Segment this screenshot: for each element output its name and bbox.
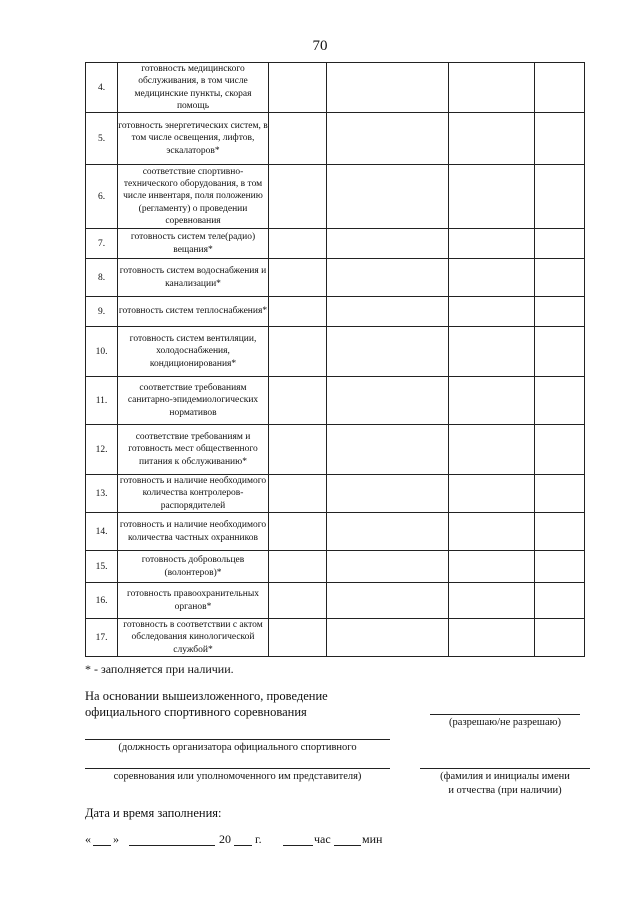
date-time-title: Дата и время заполнения: — [85, 806, 222, 820]
blank-cell[interactable] — [449, 377, 535, 425]
blank-cell[interactable] — [535, 513, 585, 551]
name-caption-1: (фамилия и инициалы имени — [440, 771, 570, 782]
blank-cell[interactable] — [535, 229, 585, 259]
position-line[interactable] — [85, 739, 390, 740]
date-time-row — [85, 832, 505, 852]
row-criterion: готовность и наличие необходимого количества частных охранников — [118, 513, 269, 551]
blank-cell[interactable] — [327, 165, 449, 229]
row-criterion: готовность в соответствии с актом обследования кинологической службой* — [118, 619, 269, 657]
blank-cell[interactable] — [327, 229, 449, 259]
blank-cell[interactable] — [327, 583, 449, 619]
row-number: 4. — [86, 63, 118, 113]
readiness-checklist-table — [85, 62, 585, 657]
blank-cell[interactable] — [449, 551, 535, 583]
blank-cell[interactable] — [449, 259, 535, 297]
year-suffix: г. — [255, 832, 262, 846]
permit-signature-line[interactable] — [430, 714, 580, 715]
blank-cell[interactable] — [449, 63, 535, 113]
blank-cell[interactable] — [449, 165, 535, 229]
blank-cell[interactable] — [449, 327, 535, 377]
table-row — [86, 229, 585, 259]
row-number: 10. — [86, 327, 118, 377]
blank-cell[interactable] — [327, 327, 449, 377]
blank-cell[interactable] — [269, 259, 327, 297]
row-number: 14. — [86, 513, 118, 551]
blank-cell[interactable] — [535, 425, 585, 475]
permit-caption: (разрешаю/не разрешаю) — [449, 717, 561, 728]
row-criterion: готовность систем водоснабжения и канализации* — [118, 259, 269, 297]
blank-cell[interactable] — [269, 229, 327, 259]
blank-cell[interactable] — [535, 619, 585, 657]
basis-line-1: На основании вышеизложенного, проведение — [85, 689, 328, 703]
minutes-label: мин — [362, 832, 383, 846]
blank-cell[interactable] — [535, 165, 585, 229]
table-row — [86, 583, 585, 619]
row-criterion: готовность медицинского обслуживания, в том числе медицинские пункты, скорая помощь — [118, 63, 269, 113]
blank-cell[interactable] — [269, 297, 327, 327]
blank-cell[interactable] — [269, 475, 327, 513]
blank-cell[interactable] — [327, 259, 449, 297]
open-quote: « — [85, 832, 91, 846]
basis-line-2: официального спортивного соревнования — [85, 705, 307, 719]
blank-cell[interactable] — [327, 297, 449, 327]
blank-cell[interactable] — [327, 475, 449, 513]
blank-cell[interactable] — [449, 583, 535, 619]
basis-statement — [85, 688, 328, 720]
blank-cell[interactable] — [327, 63, 449, 113]
row-number: 11. — [86, 377, 118, 425]
blank-cell[interactable] — [269, 425, 327, 475]
blank-cell[interactable] — [535, 377, 585, 425]
blank-cell[interactable] — [535, 583, 585, 619]
hours-label: час — [314, 832, 331, 846]
blank-cell[interactable] — [327, 619, 449, 657]
row-number: 12. — [86, 425, 118, 475]
day-field[interactable] — [93, 832, 111, 846]
name-caption — [420, 770, 590, 798]
blank-cell[interactable] — [269, 513, 327, 551]
blank-cell[interactable] — [535, 259, 585, 297]
row-criterion: соответствие спортивно-технического оборудования, в том числе инвентаря, поля положению (регламенту) о проведении соревнования — [118, 165, 269, 229]
blank-cell[interactable] — [327, 425, 449, 475]
blank-cell[interactable] — [449, 619, 535, 657]
year-field[interactable] — [234, 832, 252, 846]
table-row — [86, 63, 585, 113]
row-criterion: соответствие требованиям и готовность мест общественного питания к обслуживанию* — [118, 425, 269, 475]
table-row — [86, 377, 585, 425]
blank-cell[interactable] — [449, 425, 535, 475]
blank-cell[interactable] — [269, 113, 327, 165]
row-criterion: соответствие требованиям санитарно-эпидемиологических нормативов — [118, 377, 269, 425]
blank-cell[interactable] — [535, 63, 585, 113]
table-row — [86, 113, 585, 165]
table-row — [86, 475, 585, 513]
minutes-field[interactable] — [334, 832, 361, 846]
blank-cell[interactable] — [327, 113, 449, 165]
month-field[interactable] — [129, 832, 215, 846]
blank-cell[interactable] — [269, 551, 327, 583]
blank-cell[interactable] — [327, 513, 449, 551]
blank-cell[interactable] — [535, 297, 585, 327]
row-criterion: готовность добровольцев (волонтеров)* — [118, 551, 269, 583]
table-row — [86, 513, 585, 551]
blank-cell[interactable] — [535, 475, 585, 513]
row-number: 15. — [86, 551, 118, 583]
blank-cell[interactable] — [449, 297, 535, 327]
blank-cell[interactable] — [269, 583, 327, 619]
close-quote: » — [113, 832, 119, 846]
name-caption-2: и отчества (при наличии) — [448, 785, 562, 796]
blank-cell[interactable] — [269, 327, 327, 377]
blank-cell[interactable] — [449, 229, 535, 259]
table-row — [86, 165, 585, 229]
row-criterion: готовность систем теле(радио) вещания* — [118, 229, 269, 259]
table-row — [86, 619, 585, 657]
position-caption-1: (должность организатора официального спортивного — [118, 742, 357, 753]
table-row — [86, 551, 585, 583]
row-criterion: готовность и наличие необходимого количества контролеров-распорядителей — [118, 475, 269, 513]
row-criterion: готовность энергетических систем, в том числе освещения, лифтов, эскалаторов* — [118, 113, 269, 165]
blank-cell[interactable] — [449, 475, 535, 513]
name-line[interactable] — [420, 768, 590, 769]
blank-cell[interactable] — [535, 327, 585, 377]
row-number: 17. — [86, 619, 118, 657]
hours-field[interactable] — [283, 832, 313, 846]
row-number: 8. — [86, 259, 118, 297]
row-number: 9. — [86, 297, 118, 327]
blank-cell[interactable] — [535, 113, 585, 165]
table-row — [86, 327, 585, 377]
blank-cell[interactable] — [327, 551, 449, 583]
row-criterion: готовность систем теплоснабжения* — [118, 297, 269, 327]
table-row — [86, 297, 585, 327]
row-number: 7. — [86, 229, 118, 259]
row-number: 16. — [86, 583, 118, 619]
blank-cell[interactable] — [269, 619, 327, 657]
page-number: 70 — [312, 38, 328, 54]
row-criterion: готовность систем вентиляции, холодоснабжения, кондиционирования* — [118, 327, 269, 377]
row-criterion: готовность правоохранительных органов* — [118, 583, 269, 619]
blank-cell[interactable] — [327, 377, 449, 425]
blank-cell[interactable] — [535, 551, 585, 583]
blank-cell[interactable] — [449, 513, 535, 551]
row-number: 13. — [86, 475, 118, 513]
position-line-2[interactable] — [85, 768, 390, 769]
blank-cell[interactable] — [269, 165, 327, 229]
table-row — [86, 425, 585, 475]
blank-cell[interactable] — [269, 377, 327, 425]
blank-cell[interactable] — [269, 63, 327, 113]
row-number: 6. — [86, 165, 118, 229]
position-caption-2: соревнования или уполномоченного им представителя) — [113, 771, 362, 782]
year-prefix: 20 — [219, 832, 231, 846]
row-number: 5. — [86, 113, 118, 165]
footnote: * - заполняется при наличии. — [85, 662, 234, 676]
blank-cell[interactable] — [449, 113, 535, 165]
table-row — [86, 259, 585, 297]
